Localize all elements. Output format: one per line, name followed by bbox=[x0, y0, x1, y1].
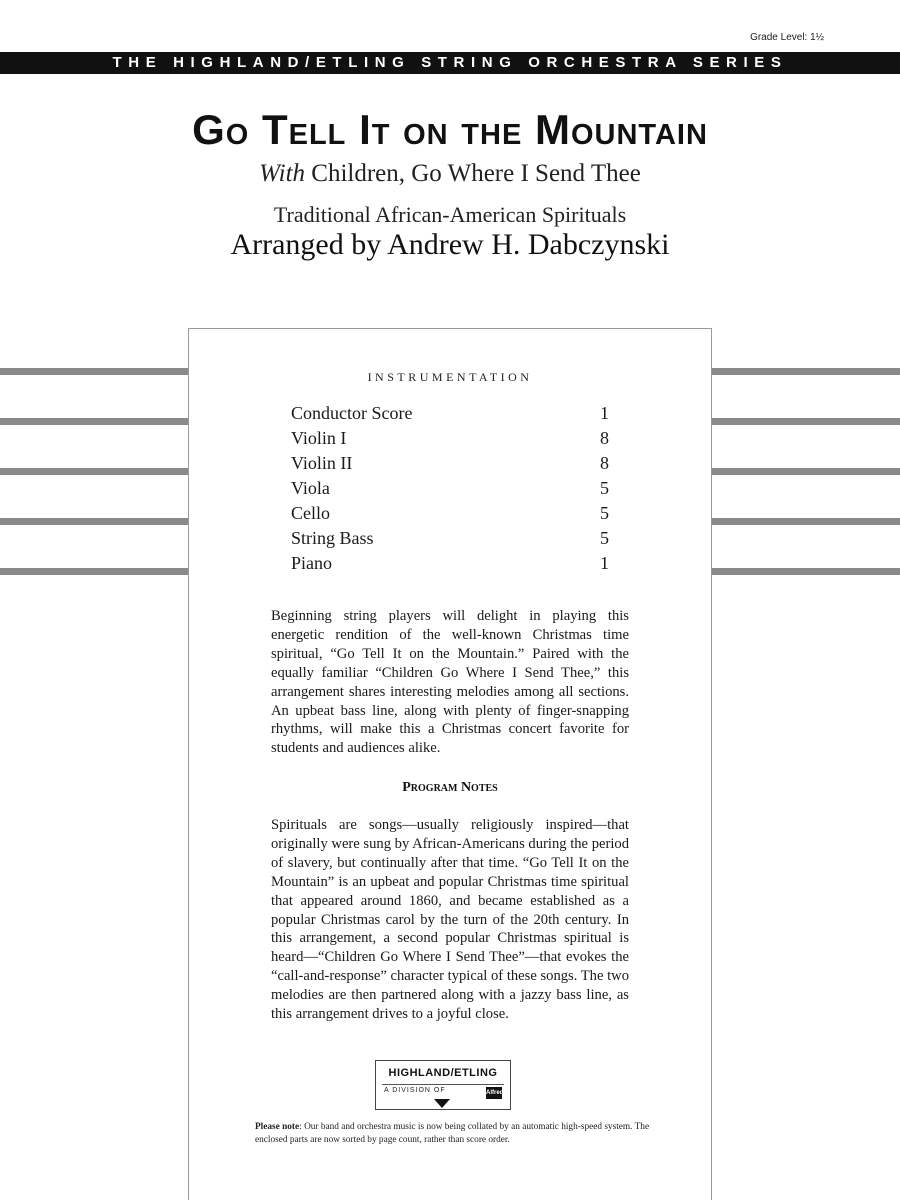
instrument-count: 8 bbox=[600, 428, 609, 448]
instrument-row bbox=[291, 526, 609, 551]
instrument-count: 5 bbox=[600, 528, 609, 548]
instrument-name: Violin II bbox=[291, 453, 353, 473]
arranger-line: Arranged by Andrew H. Dabczynski bbox=[230, 228, 670, 261]
instrument-count: 5 bbox=[600, 478, 609, 498]
footnote-text: : Our band and orchestra music is now being collated by an automatic high-speed system. The enclosed parts are now sorted by page count, rather than score order. bbox=[255, 1122, 650, 1145]
tradition-line: Traditional African-American Spirituals bbox=[273, 202, 627, 227]
instrument-count: 1 bbox=[600, 553, 609, 573]
logo-triangle-icon bbox=[434, 1099, 450, 1108]
publisher-name: HIGHLAND/ETLING bbox=[388, 1067, 498, 1079]
subtitle bbox=[0, 160, 900, 188]
instrument-count: 5 bbox=[600, 503, 609, 523]
instrument-name: Violin I bbox=[291, 428, 347, 448]
info-panel bbox=[188, 328, 712, 1200]
instrument-row bbox=[291, 426, 609, 451]
program-notes-paragraph: Spirituals are songs—usually religiously inspired—that originally were sung by African-Americans during the period of slavery, but continually after that time. “Go Tell It on the Mountain” is an upbeat and popular Christmas time spiritual that appeared around 1860, and became established as a popular Christmas carol by the turn of the 20th century. In this arrangement, a second popular Christmas spiritual is heard—“Children Go Where I Send Thee”—that evokes the “call-and-response” character typical of these songs. The two melodies are then partnered along with a jazzy bass line, as this arrangement drives to a joyful close. bbox=[271, 817, 629, 1023]
grade-level: Grade Level: 1½ bbox=[750, 32, 824, 43]
footnote bbox=[255, 1121, 655, 1147]
instrument-count: 8 bbox=[600, 453, 609, 473]
instrument-row bbox=[291, 451, 609, 476]
series-banner: THE HIGHLAND/ETLING STRING ORCHESTRA SERIES bbox=[0, 52, 900, 74]
instrument-row bbox=[291, 551, 609, 576]
instrument-name: Conductor Score bbox=[291, 403, 413, 423]
instrument-name: Piano bbox=[291, 553, 333, 573]
instrument-name: Viola bbox=[291, 478, 330, 498]
instrument-count: 1 bbox=[600, 403, 609, 423]
instrumentation-heading: INSTRUMENTATION bbox=[367, 370, 533, 384]
instrument-row bbox=[291, 501, 609, 526]
alfred-logo-icon: Alfred bbox=[486, 1087, 502, 1099]
instrument-name: Cello bbox=[291, 503, 330, 523]
instrument-row bbox=[291, 401, 609, 426]
subtitle-text: Children, Go Where I Send Thee bbox=[305, 160, 641, 187]
description-paragraph: Beginning string players will delight in playing this energetic rendition of the well-known Christmas time spiritual, “Go Tell It on the Mountain.” Paired with the equally familiar “Children Go Where I Send Thee,” this arrangement shares interesting melodies among all sections. An upbeat bass line, along with plenty of finger-snapping rhythms, will make this a Christmas concert favorite for students and audiences alike. bbox=[271, 608, 629, 757]
instrument-name: String Bass bbox=[291, 528, 374, 548]
logo-divider bbox=[382, 1084, 504, 1085]
program-notes-heading: Program Notes bbox=[402, 780, 498, 795]
instrument-row bbox=[291, 476, 609, 501]
subtitle-prefix: With bbox=[259, 160, 306, 187]
instrumentation-list bbox=[291, 401, 609, 576]
publisher-logo bbox=[375, 1060, 511, 1110]
footnote-label: Please note bbox=[255, 1122, 300, 1132]
page-title: Go Tell It on the Mountain bbox=[192, 106, 708, 153]
publisher-division: A DIVISION OF bbox=[384, 1087, 446, 1094]
